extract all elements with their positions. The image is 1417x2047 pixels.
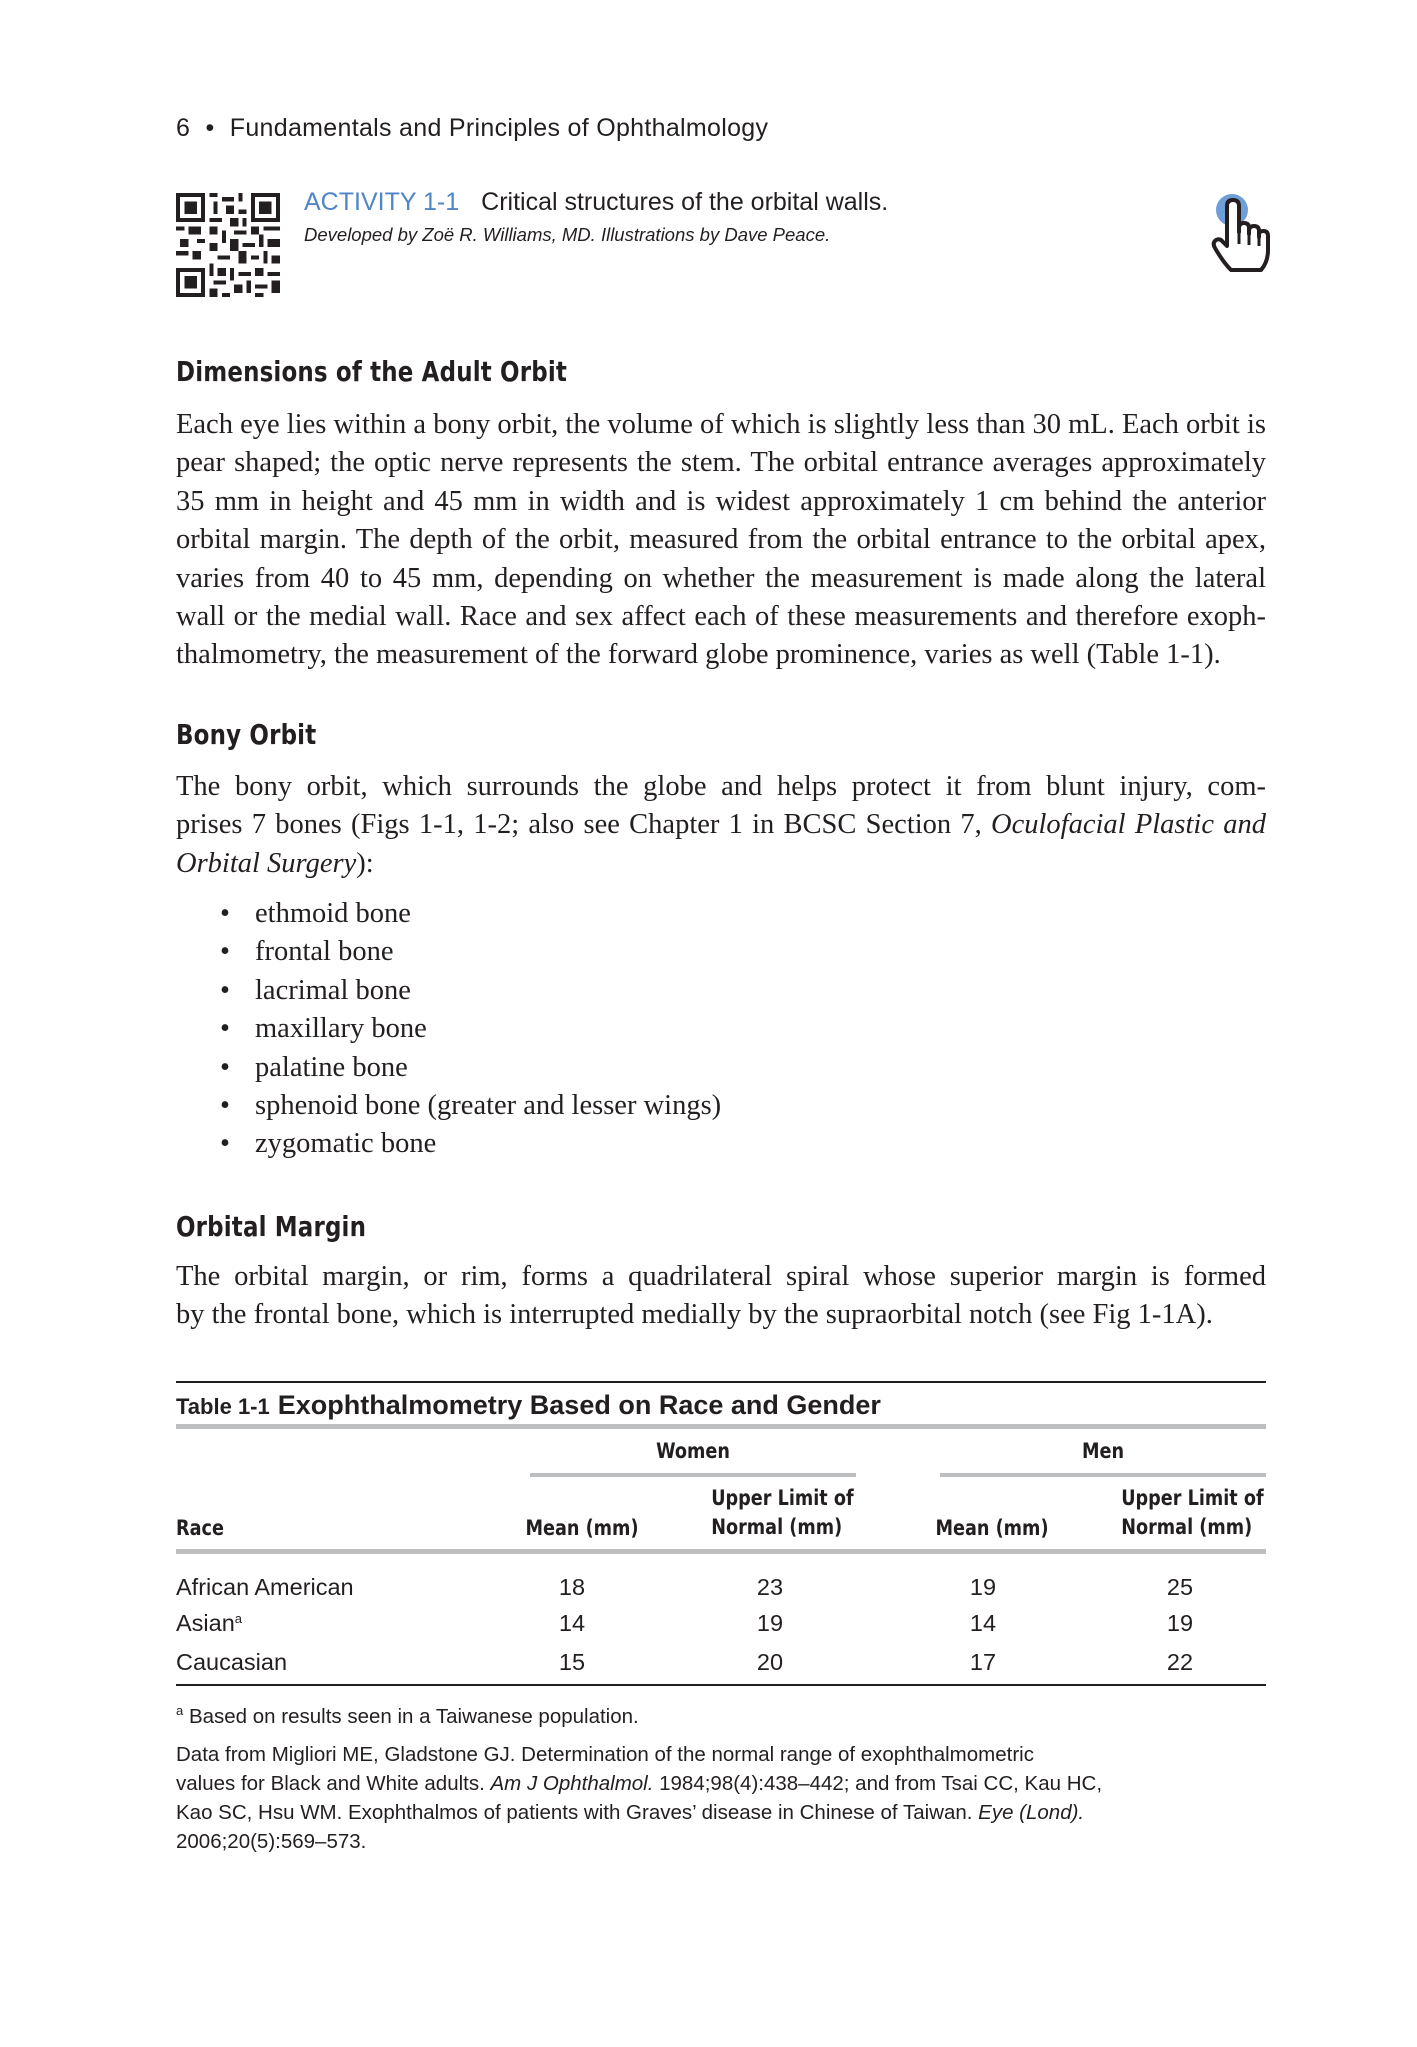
footnote-text: Based on results seen in a Taiwanese population.	[188, 1705, 639, 1728]
table-cell-m-mean: 19	[969, 1574, 997, 1600]
text-line: 35 mm in height and 45 mm in width and is widest approximately 1 cm behind the anterior	[176, 485, 1266, 517]
text-run: Kao SC, Hsu WM. Exophthalmos of patients with Graves’ disease in Chinese of Taiwan.	[176, 1801, 979, 1824]
activity-credit: Developed by Zoë R. Williams, MD. Illustrations by Dave Peace.	[304, 224, 831, 245]
text-line	[176, 845, 1266, 883]
table-header-rule	[176, 1424, 1266, 1429]
men-span-rule	[940, 1473, 1266, 1477]
table-number: Table 1-1	[176, 1394, 270, 1419]
text-line: orbital margin. The depth of the orbit, measured from the orbital entrance to the orbital apex,	[176, 524, 1266, 556]
book-title-italic: Orbital Surgery	[176, 847, 357, 879]
text-line: The orbital margin, or rim, forms a quadrilateral spiral whose superior margin is formed	[176, 1261, 1266, 1292]
text-line: varies from 40 to 45 mm, depending on whether the measurement is made along the lateral	[176, 562, 1266, 594]
heading-bony-orbit: Bony Orbit	[176, 718, 317, 751]
text-line: pear shaped; the optic nerve represents the stem. The orbital entrance averages approximately	[176, 447, 1266, 479]
table-cell-m-upper: 22	[1166, 1649, 1194, 1675]
table-cell-race	[176, 1610, 242, 1637]
running-head	[176, 114, 768, 143]
book-title: Fundamentals and Principles of Ophthalmology	[229, 114, 769, 142]
col-header-men-mean: Mean (mm)	[935, 1516, 1049, 1540]
table-cell-m-mean: 17	[969, 1649, 997, 1675]
text-line: by the frontal bone, which is interrupted medially by the supraorbital notch (see Fig 1-1A).	[176, 1299, 1213, 1331]
text-line	[176, 806, 1266, 844]
table-cell-m-mean: 14	[969, 1610, 997, 1636]
race-label: Asian	[176, 1610, 235, 1636]
list-item: • lacrimal bone	[220, 972, 721, 1010]
header-men: Men	[1081, 1439, 1125, 1463]
table-cell-w-upper: 19	[756, 1610, 784, 1636]
list-item: • sphenoid bone (greater and lesser wings)	[220, 1087, 721, 1125]
separator: •	[205, 114, 215, 142]
col-header-women-upper	[711, 1484, 854, 1542]
table-top-rule	[176, 1381, 1266, 1383]
table-bottom-rule	[176, 1684, 1266, 1686]
col-header-women-mean: Mean (mm)	[525, 1516, 639, 1540]
table-title	[176, 1390, 881, 1421]
text-run: values for Black and White adults.	[176, 1772, 491, 1795]
paragraph-dimensions	[176, 406, 1266, 675]
table-cell-m-upper: 25	[1166, 1574, 1194, 1600]
paragraph-orbital-margin	[176, 1258, 1266, 1335]
table-cell-w-upper: 23	[756, 1574, 784, 1600]
table-cell-m-upper: 19	[1166, 1610, 1194, 1636]
table-footnote	[176, 1696, 639, 1731]
heading-orbital-margin: Orbital Margin	[176, 1210, 367, 1243]
text-line: Each eye lies within a bony orbit, the volume of which is slightly less than 30 mL. Each orbit is	[176, 409, 1266, 440]
women-span-rule	[530, 1473, 856, 1477]
text-run: prises 7 bones (Figs 1-1, 1-2; also see Chapter 1 in BCSC Section 7,	[176, 809, 992, 841]
header-line: Normal (mm)	[1121, 1515, 1253, 1539]
source-line: Data from Migliori ME, Gladstone GJ. Determination of the normal range of exophthalmometric	[176, 1743, 1034, 1766]
table-cell-race	[176, 1649, 287, 1676]
text-run: 1984;98(4):438–442; and from Tsai CC, Kau HC,	[653, 1772, 1103, 1795]
text-line: wall or the medial wall. Race and sex affect each of these measurements and therefore exoph-	[176, 601, 1266, 633]
bone-list	[220, 895, 721, 1164]
list-item: • palatine bone	[220, 1049, 721, 1087]
table-cell-w-mean: 14	[558, 1610, 586, 1636]
book-title-italic: Oculofacial Plastic and	[991, 809, 1266, 841]
activity-callout[interactable]	[304, 188, 1124, 246]
table-cell-race	[176, 1574, 354, 1601]
text-run: ):	[356, 847, 374, 879]
list-item: • maxillary bone	[220, 1010, 721, 1048]
list-item: • frontal bone	[220, 933, 721, 971]
list-item: • ethmoid bone	[220, 895, 721, 933]
col-header-men-upper	[1121, 1484, 1264, 1542]
source-line	[176, 1798, 1102, 1827]
header-line: Normal (mm)	[711, 1515, 843, 1539]
source-line	[176, 1769, 1102, 1798]
journal-title: Eye (Lond).	[978, 1801, 1085, 1824]
paragraph-bony-orbit	[176, 768, 1266, 883]
qr-code-icon[interactable]	[176, 193, 280, 297]
race-label: African American	[176, 1574, 354, 1600]
footnote-marker: a	[234, 1611, 243, 1626]
header-line: Upper Limit of	[1121, 1486, 1264, 1510]
heading-dimensions: Dimensions of the Adult Orbit	[176, 355, 567, 388]
text-line: thalmometry, the measurement of the forward globe prominence, varies as well (Table 1-1).	[176, 639, 1221, 671]
list-item: • zygomatic bone	[220, 1125, 721, 1163]
table-cell-w-mean: 15	[558, 1649, 586, 1675]
hand-pointer-icon[interactable]	[1203, 190, 1275, 278]
page-number: 6	[176, 114, 191, 142]
activity-label: ACTIVITY 1-1	[304, 188, 460, 216]
table-cell-w-upper: 20	[756, 1649, 784, 1675]
race-label: Caucasian	[176, 1649, 288, 1675]
journal-title: Am J Ophthalmol.	[490, 1772, 654, 1795]
table-source	[176, 1740, 1102, 1856]
table-body-rule	[176, 1549, 1266, 1554]
text-line: The bony orbit, which surrounds the globe and helps protect it from blunt injury, com-	[176, 771, 1266, 802]
activity-title: Critical structures of the orbital walls.	[481, 188, 889, 216]
table-cell-w-mean: 18	[558, 1574, 586, 1600]
header-line: Upper Limit of	[711, 1486, 854, 1510]
header-women: Women	[656, 1439, 730, 1463]
footnote-marker: a	[176, 1703, 184, 1718]
col-header-race: Race	[176, 1516, 224, 1540]
source-line: 2006;20(5):569–573.	[176, 1830, 367, 1853]
table-caption: Exophthalmometry Based on Race and Gender	[277, 1390, 881, 1420]
